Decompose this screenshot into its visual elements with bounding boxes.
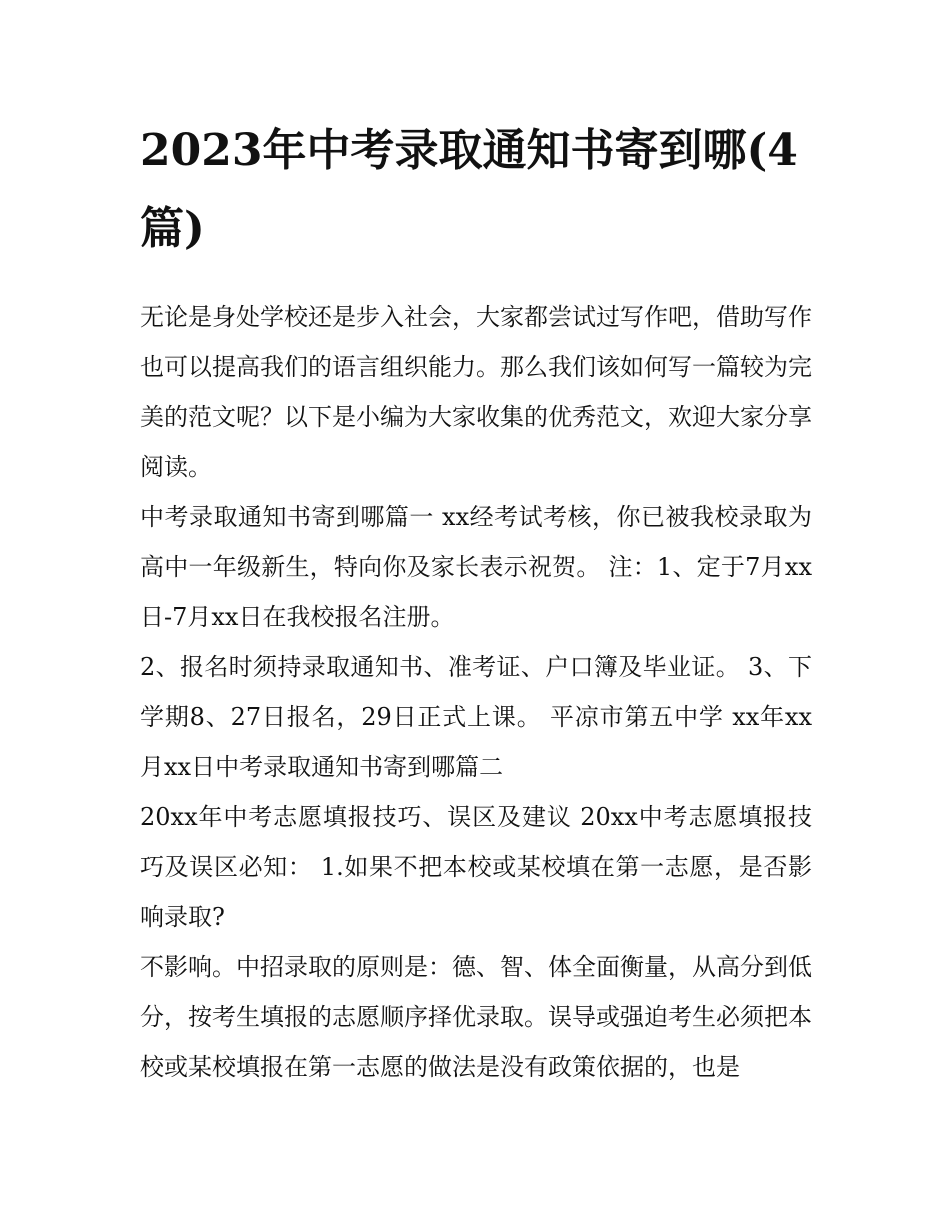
paragraph-tips-heading: 20xx年中考志愿填报技巧、误区及建议 20xx中考志愿填报技巧及误区必知： 1.如果不把本校或某校填在第一志愿，是否影响录取? <box>140 803 812 931</box>
paragraph-notice-1: 中考录取通知书寄到哪篇一 xx经考试考核，你已被我校录取为高中一年级新生，特向你及家长表示祝贺。 注：1、定于7月xx日-7月xx日在我校报名注册。 <box>140 503 812 631</box>
document-page <box>140 112 812 1092</box>
paragraph-notice-2: 2、报名时须持录取通知书、准考证、户口簿及毕业证。 3、下学期8、27日报名，29日正式上课。 平凉市第五中学 xx年xx月xx日中考录取通知书寄到哪篇二 <box>140 653 812 781</box>
paragraph-intro: 无论是身处学校还是步入社会，大家都尝试过写作吧，借助写作也可以提高我们的语言组织能力。那么我们该如何写一篇较为完美的范文呢？以下是小编为大家收集的优秀范文，欢迎大家分享阅读。 <box>140 303 812 481</box>
paragraph-tips-answer: 不影响。中招录取的原则是：德、智、体全面衡量，从高分到低分，按考生填报的志愿顺序择优录取。误导或强迫考生必须把本校或某校填报在第一志愿的做法是没有政策依据的，也是 <box>140 953 812 1081</box>
document-title: 2023年中考录取通知书寄到哪(4篇) <box>140 125 798 254</box>
